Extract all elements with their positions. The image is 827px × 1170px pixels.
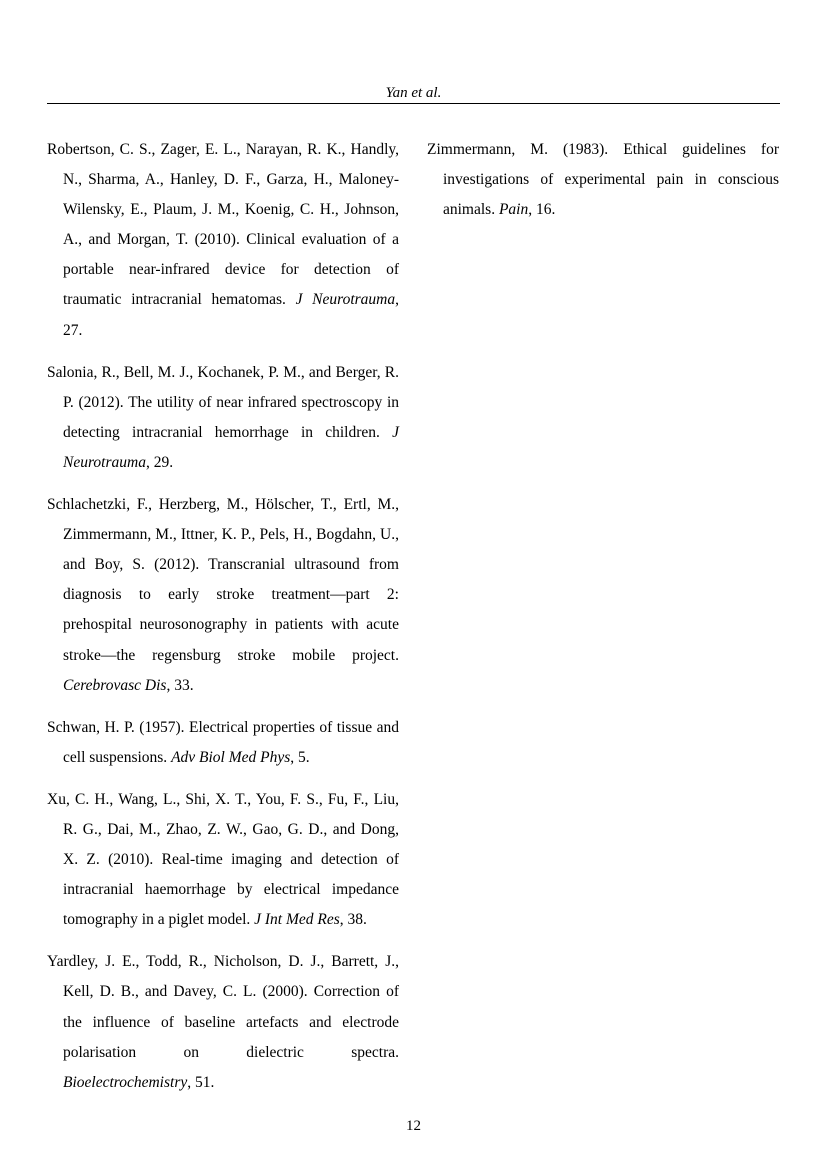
reference-journal: Cerebrovasc Dis <box>63 676 167 694</box>
reference-volume: , 51. <box>187 1073 215 1091</box>
reference-text: Schlachetzki, F., Herzberg, M., Hölscher, T., Ertl, M., Zimmermann, M., Ittner, K. P., Pels, H., Bogdahn, U., and Boy, S. (2012). Transcranial ultrasound from diagnosis to early stroke treatment—part 2: prehospital neurosonography in patients with acute stroke—the regensburg stroke mobile project. <box>47 496 399 664</box>
reference-volume: , 33. <box>166 676 194 694</box>
reference-journal: Pain <box>498 201 529 219</box>
running-head: Yan et al. <box>385 85 442 101</box>
reference-volume: , 16. <box>528 201 556 219</box>
reference-schwan-1957 <box>47 713 399 773</box>
references-column-left <box>47 135 399 1110</box>
reference-schlachetzki-2012 <box>47 490 399 701</box>
reference-text: Schwan, H. P. (1957). Electrical properties of tissue and cell suspensions. <box>47 718 399 766</box>
reference-journal: Adv Biol Med Phys <box>171 748 291 766</box>
reference-xu-2010 <box>47 785 399 935</box>
reference-journal: J Neurotrauma <box>295 291 396 309</box>
reference-text: Xu, C. H., Wang, L., Shi, X. T., You, F. S., Fu, F., Liu, R. G., Dai, M., Zhao, Z. W., Gao, G. D., and Dong, X. Z. (2010). Real-time imaging and detection of intracranial haemorrhage by electrical impedance tomography in a piglet model. <box>47 790 399 929</box>
reference-journal: J Int Med Res <box>254 911 340 929</box>
reference-volume: , 29. <box>145 453 174 471</box>
page-number: 12 <box>406 1118 421 1134</box>
reference-volume: , 27. <box>63 291 400 339</box>
references-column-right <box>427 135 779 237</box>
reference-zimmermann-1983 <box>427 135 779 225</box>
reference-yardley-2000 <box>47 947 399 1097</box>
reference-volume: , 5. <box>290 748 310 766</box>
reference-text: Robertson, C. S., Zager, E. L., Narayan, R. K., Handly, N., Sharma, A., Hanley, D. F., Garza, H., Maloney-Wilensky, E., Plaum, J. M., Koenig, C. H., Johnson, A., and Morgan, T. (2010). Clinical evaluation of a portable near-infrared device for detection of traumatic intracranial hematomas. <box>47 141 399 309</box>
reference-volume: , 38. <box>339 911 367 929</box>
reference-robertson-2010 <box>47 135 399 346</box>
header-rule <box>47 103 780 104</box>
reference-journal: Bioelectrochemistry <box>63 1073 188 1091</box>
reference-text: Zimmermann, M. (1983). Ethical guidelines for investigations of experimental pain in conscious animals. <box>427 141 779 219</box>
reference-journal: J Neurotrauma <box>63 423 400 471</box>
reference-salonia-2012 <box>47 358 399 478</box>
reference-text: Salonia, R., Bell, M. J., Kochanek, P. M., and Berger, R. P. (2012). The utility of near infrared spectroscopy in detecting intracranial hemorrhage in children. <box>47 363 399 441</box>
reference-text: Yardley, J. E., Todd, R., Nicholson, D. J., Barrett, J., Kell, D. B., and Davey, C. L. (2000). Correction of the influence of baseline artefacts and electrode polarisation on dielectric spectra. <box>47 953 399 1061</box>
